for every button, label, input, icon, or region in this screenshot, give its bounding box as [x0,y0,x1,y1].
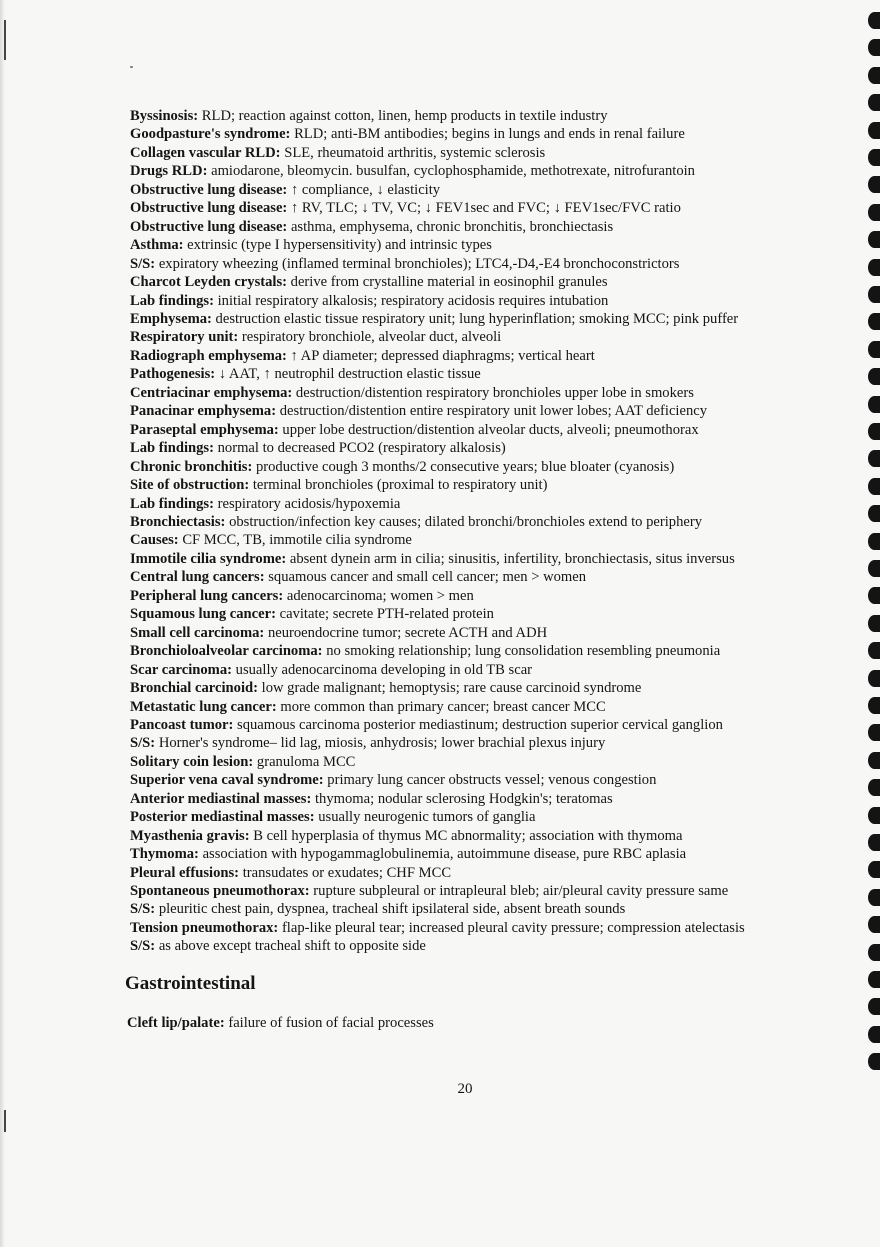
entry [130,919,820,937]
entry [130,679,820,697]
entry-term: Drugs RLD: [130,163,208,180]
scan-speck [130,66,133,68]
entry-text: amiodarone, bleomycin. busulfan, cyclophosphamide, methotrexate, nitrofurantoin [211,163,695,180]
binding-hole [868,39,880,56]
scan-left-edge-shadow [0,0,5,1247]
entry-text: ↑ compliance, ↓ elasticity [290,181,441,198]
entry-term: Small cell carcinoma: [130,624,265,641]
binding-hole [868,642,880,659]
binding-hole [868,533,880,550]
entry-term: Spontaneous pneumothorax: [130,883,310,900]
entry-term: S/S: [130,938,156,955]
entry [130,587,820,605]
entry [130,827,820,845]
entry [130,864,820,882]
entry-text: as above except tracheal shift to opposite side [158,938,426,955]
entry [130,661,820,679]
entry-term: Charcot Leyden crystals: [130,274,287,291]
binding-hole [868,122,880,139]
entry-term: Thymoma: [130,846,199,863]
entry-text: ↑ RV, TLC; ↓ TV, VC; ↓ FEV1sec and FVC; ↓ FEV1sec/FVC ratio [290,200,681,217]
binding-hole [868,697,880,714]
entry-term: Solitary coin lesion: [130,753,254,770]
entry-term: Superior vena caval syndrome: [130,772,324,789]
entry-term: Asthma: [130,237,184,254]
entry-text: squamous cancer and small cell cancer; men > women [268,569,587,586]
entry-text: destruction/distention entire respiratory unit lower lobes; AAT deficiency [279,403,708,420]
entry [130,790,820,808]
entry [130,144,820,162]
entry-text: Horner's syndrome– lid lag, miosis, anhydrosis; lower brachial plexus injury [158,735,606,752]
entry [130,365,820,383]
entry [130,255,820,273]
entry [130,162,820,180]
entry-term: Posterior mediastinal masses: [130,809,315,826]
entry [130,402,820,420]
entry-term: Bronchiectasis: [130,513,226,530]
entry-term: Byssinosis: [130,108,199,124]
entry-text: RLD; reaction against cotton, linen, hemp products in textile industry [201,108,608,124]
binding-holes [858,0,880,1247]
entry-term: Obstructive lung disease: [130,218,288,235]
binding-hole [868,1026,880,1043]
entry-term: Collagen vascular RLD: [130,144,281,161]
entry-text: respiratory acidosis/hypoxemia [217,495,401,512]
entry [130,310,820,328]
entry [130,328,820,346]
entry-text: absent dynein arm in cilia; sinusitis, infertility, bronchiectasis, situs inversus [289,550,735,567]
entry [130,753,820,771]
entry [130,495,820,513]
entry [130,273,820,291]
binding-hole [868,313,880,330]
entry-text: pleuritic chest pain, dyspnea, tracheal shift ipsilateral side, absent breath sounds [158,901,626,918]
binding-hole [868,670,880,687]
entry [130,771,820,789]
entry [130,236,820,254]
entry-term: Obstructive lung disease: [130,181,288,198]
binding-hole [868,724,880,741]
entry-term: Radiograph emphysema: [130,347,287,364]
binding-hole [868,971,880,988]
entry-text: respiratory bronchiole, alveolar duct, alveoli [241,329,502,346]
entry-term: Lab findings: [130,440,214,457]
entry-text: SLE, rheumatoid arthritis, systemic sclerosis [284,144,546,161]
entry-text: granuloma MCC [256,753,356,770]
entry-text: productive cough 3 months/2 consecutive years; blue bloater (cyanosis) [255,458,675,475]
entry-text: destruction elastic tissue respiratory unit; lung hyperinflation; smoking MCC; pink puffer [215,310,739,327]
binding-hole [868,423,880,440]
entry-text: derive from crystalline material in eosinophil granules [290,274,608,291]
entry [130,513,820,531]
entry-term: Panacinar emphysema: [130,403,277,420]
entry-term: Pleural effusions: [130,864,240,881]
entry-text: no smoking relationship; lung consolidation resembling pneumonia [326,643,721,660]
entry-text: usually adenocarcinoma developing in old TB scar [235,661,533,678]
entry [130,882,820,900]
scan-left-edge-mark [4,20,6,60]
binding-hole [868,752,880,769]
entry-text: primary lung cancer obstructs vessel; venous congestion [327,772,657,789]
entry [130,125,820,143]
entry-text: thymoma; nodular sclerosing Hodgkin's; teratomas [314,790,613,807]
binding-hole [868,998,880,1015]
binding-hole [868,368,880,385]
binding-hole [868,231,880,248]
page-number: 20 [457,1081,473,1097]
entry-text: expiratory wheezing (inflamed terminal bronchioles); LTC4,-D4,-E4 bronchoconstrictors [158,255,680,272]
entry-term: Squamous lung cancer: [130,606,276,623]
entry-term: Pancoast tumor: [130,716,234,733]
entry [130,199,820,217]
entry-term: S/S: [130,735,156,752]
entry-text: flap-like pleural tear; increased pleural cavity pressure; compression atelectasis [281,919,745,936]
binding-hole [868,779,880,796]
entry-term: Bronchial carcinoid: [130,680,258,697]
entry-text: cavitate; secrete PTH-related protein [279,606,494,623]
entry-term: Central lung cancers: [130,569,265,586]
entry-term: Tension pneumothorax: [130,919,279,936]
entry [130,347,820,365]
entry [130,624,820,642]
entry-term: S/S: [130,255,156,272]
entry [130,845,820,863]
entry-text: low grade malignant; hemoptysis; rare cause carcinoid syndrome [261,680,642,697]
entry-term: Immotile cilia syndrome: [130,550,287,567]
binding-hole [868,834,880,851]
entry-term: Goodpasture's syndrome: [130,126,291,143]
entry-text: destruction/distention respiratory bronchioles upper lobe in smokers [295,384,694,401]
entry [130,716,820,734]
entry-text: B cell hyperplasia of thymus MC abnormality; association with thymoma [253,827,683,844]
entry-text: adenocarcinoma; women > men [286,587,474,604]
entry-text: more common than primary cancer; breast cancer MCC [280,698,606,715]
entry-term: Obstructive lung disease: [130,200,288,217]
entry-text: normal to decreased PCO2 (respiratory alkalosis) [217,440,506,457]
entry [130,937,820,955]
binding-hole [868,396,880,413]
entry-term: Respiratory unit: [130,329,239,346]
entry-text: extrinsic (type I hypersensitivity) and intrinsic types [187,237,492,254]
entry-term: Myasthenia gravis: [130,827,250,844]
binding-hole [868,1053,880,1070]
entry [130,531,820,549]
entry [130,439,820,457]
entry-text: ↓ AAT, ↑ neutrophil destruction elastic tissue [218,366,481,383]
binding-hole [868,341,880,358]
entry [130,808,820,826]
entry-term: Lab findings: [130,292,214,309]
binding-hole [868,889,880,906]
entry-term: Peripheral lung cancers: [130,587,284,604]
entry-term: Emphysema: [130,310,212,327]
entry-term: Cleft lip/palate: [127,1015,225,1031]
entry-text: ↑ AP diameter; depressed diaphragms; vertical heart [290,347,595,364]
binding-hole [868,67,880,84]
entry-text: RLD; anti-BM antibodies; begins in lungs and ends in renal failure [294,126,685,143]
binding-hole [868,478,880,495]
binding-hole [868,807,880,824]
entry-term: Site of obstruction: [130,477,250,494]
binding-hole [868,615,880,632]
entry [127,1014,434,1032]
entry [130,181,820,199]
entry-text: initial respiratory alkalosis; respiratory acidosis requires intubation [217,292,609,309]
entry [130,568,820,586]
binding-hole [868,286,880,303]
entry-text: neuroendocrine tumor; secrete ACTH and ADH [267,624,548,641]
binding-hole [868,916,880,933]
entry [130,734,820,752]
entry [130,698,820,716]
entry-term: Centriacinar emphysema: [130,384,293,401]
entry [130,605,820,623]
binding-hole [868,560,880,577]
binding-hole [868,944,880,961]
entry-term: Lab findings: [130,495,214,512]
binding-hole [868,450,880,467]
entry-text: failure of fusion of facial processes [228,1015,434,1031]
entry [130,642,820,660]
entry [130,476,820,494]
entry-term: S/S: [130,901,156,918]
entry-text: usually neurogenic tumors of ganglia [318,809,536,826]
entry-text: obstruction/infection key causes; dilated bronchi/bronchioles extend to periphery [229,513,703,530]
scan-left-edge-mark [4,1110,6,1132]
entry-text: upper lobe destruction/distention alveolar ducts, alveoli; pneumothorax [282,421,699,438]
entry-term: Pathogenesis: [130,366,216,383]
entry-term: Anterior mediastinal masses: [130,790,312,807]
entry [130,900,820,918]
entry-term: Metastatic lung cancer: [130,698,277,715]
entry [130,107,820,125]
entry [130,218,820,236]
section-heading: Gastrointestinal [125,973,256,994]
entry-text: transudates or exudates; CHF MCC [242,864,452,881]
entry-term: Scar carcinoma: [130,661,232,678]
entry-term: Causes: [130,532,179,549]
entry-text: squamous carcinoma posterior mediastinum; destruction superior cervical ganglion [237,716,723,733]
binding-hole [868,505,880,522]
entry-list [130,107,820,956]
entry-text: rupture subpleural or intrapleural bleb; air/pleural cavity pressure same [313,883,729,900]
binding-hole [868,587,880,604]
entry-text: terminal bronchioles (proximal to respiratory unit) [252,477,548,494]
entry-text: CF MCC, TB, immotile cilia syndrome [182,532,412,549]
binding-hole [868,259,880,276]
binding-hole [868,94,880,111]
binding-hole [868,176,880,193]
entry [130,421,820,439]
entry-term: Paraseptal emphysema: [130,421,279,438]
entry [130,550,820,568]
binding-hole [868,149,880,166]
entry-text: asthma, emphysema, chronic bronchitis, bronchiectasis [290,218,614,235]
entry-term: Bronchioloalveolar carcinoma: [130,643,323,660]
binding-hole [868,204,880,221]
binding-hole [868,861,880,878]
entry [130,292,820,310]
entry-term: Chronic bronchitis: [130,458,253,475]
entry [130,384,820,402]
binding-hole [868,12,880,29]
entry-text: association with hypogammaglobulinemia, autoimmune disease, pure RBC aplasia [202,846,687,863]
entry [130,458,820,476]
